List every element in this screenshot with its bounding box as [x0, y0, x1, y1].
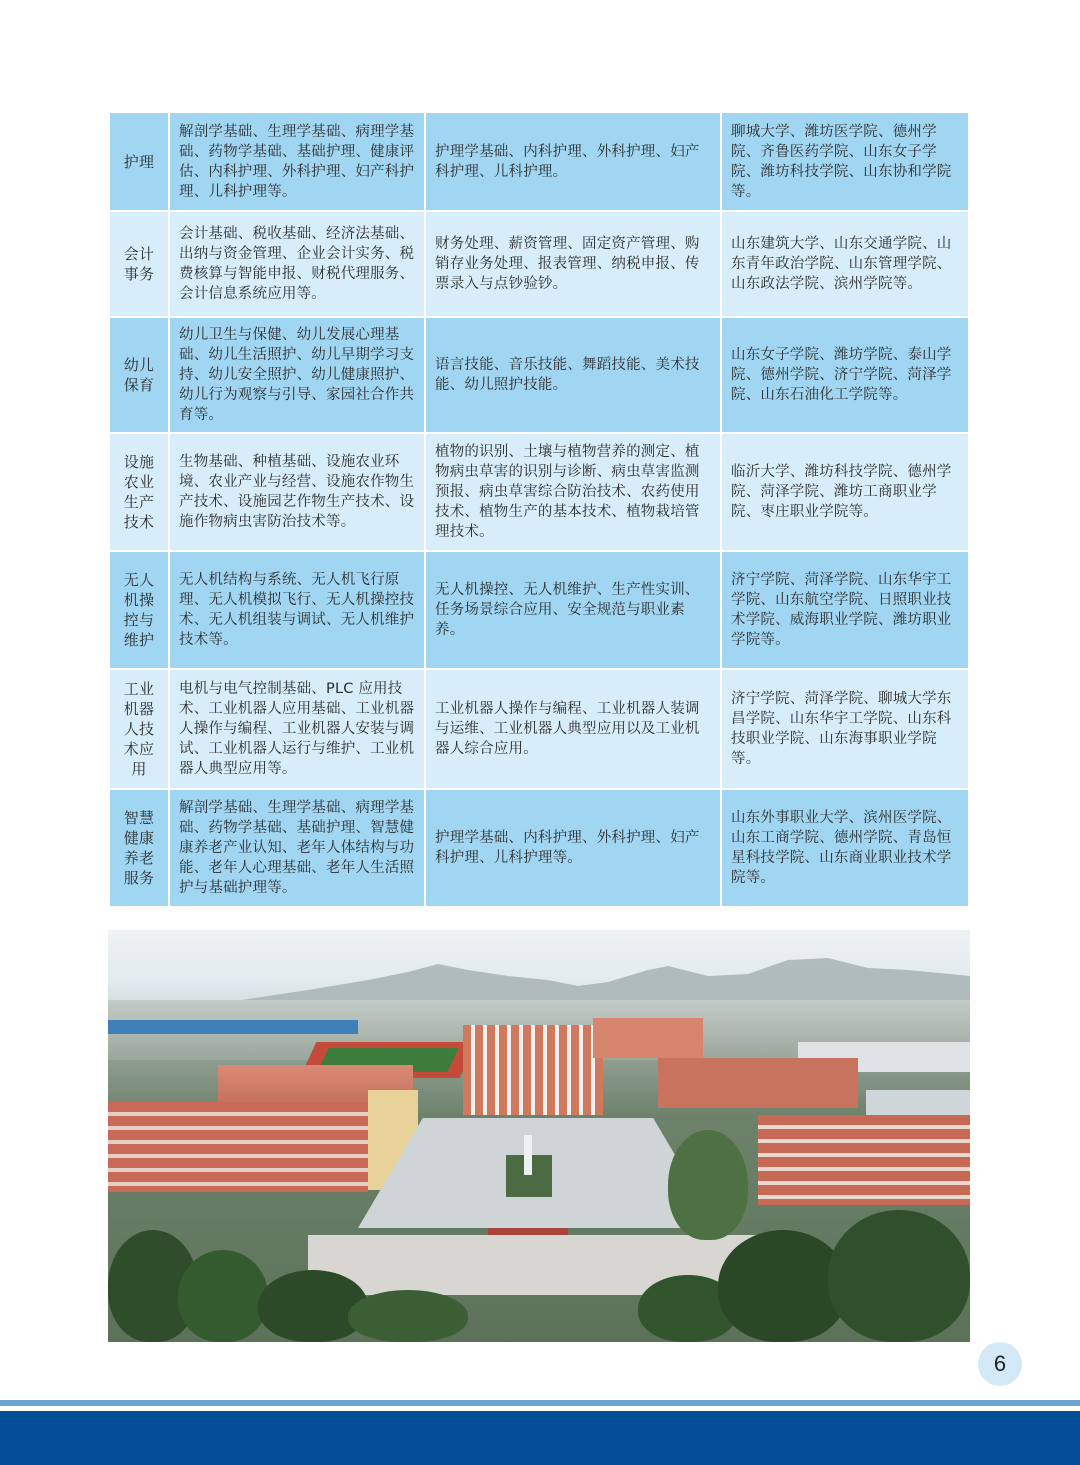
- skills-cell: 财务处理、薪资管理、固定资产管理、购销存业务处理、报表管理、纳税申报、传票录入与点钞验钞。: [425, 211, 721, 317]
- universities-cell: 山东外事职业大学、滨州医学院、山东工商学院、德州学院、青岛恒星科技学院、山东商业职业技术学院等。: [721, 789, 969, 907]
- major-name: 智慧健康养老服务: [123, 809, 155, 887]
- core-courses-cell: 电机与电气控制基础、PLC 应用技术、工业机器人应用基础、工业机器人操作与编程、工业机器人安装与调试、工业机器人运行与维护、工业机器人典型应用等。: [169, 669, 425, 789]
- major-name-cell: [109, 789, 169, 907]
- table-row: [109, 789, 969, 907]
- table-row: [109, 433, 969, 551]
- table-row: [109, 112, 969, 211]
- core-courses-cell: 无人机结构与系统、无人机飞行原理、无人机模拟飞行、无人机操控技术、无人机组装与调试、无人机维护技术等。: [169, 551, 425, 669]
- tree: [348, 1290, 468, 1342]
- skills-cell: 语言技能、音乐技能、舞蹈技能、美术技能、幼儿照护技能。: [425, 317, 721, 433]
- skills-cell: 工业机器人操作与编程、工业机器人装调与运维、工业机器人典型应用以及工业机器人综合应用。: [425, 669, 721, 789]
- major-name-cell: [109, 551, 169, 669]
- skills-cell: 无人机操控、无人机维护、生产性实训、任务场景综合应用、安全规范与职业素养。: [425, 551, 721, 669]
- universities-cell: 聊城大学、潍坊医学院、德州学院、齐鲁医药学院、山东女子学院、潍坊科技学院、山东协和学院等。: [721, 112, 969, 211]
- core-courses-cell: 解剖学基础、生理学基础、病理学基础、药物学基础、基础护理、健康评估、内科护理、外科护理、妇产科护理、儿科护理等。: [169, 112, 425, 211]
- core-courses-cell: 会计基础、税收基础、经济法基础、出纳与资金管理、企业会计实务、税费核算与智能申报、财税代理服务、会计信息系统应用等。: [169, 211, 425, 317]
- major-name-cell: [109, 433, 169, 551]
- campus-building: [658, 1058, 858, 1108]
- core-courses-cell: 生物基础、种植基础、设施农业环境、农业产业与经营、设施农作物生产技术、设施园艺作物生产技术、设施作物病虫害防治技术等。: [169, 433, 425, 551]
- table-row: [109, 317, 969, 433]
- tree: [668, 1130, 748, 1240]
- universities-cell: 济宁学院、菏泽学院、山东华宇工学院、山东航空学院、日照职业技术学院、威海职业学院、潍坊职业学院等。: [721, 551, 969, 669]
- skills-cell: 护理学基础、内科护理、外科护理、妇产科护理、儿科护理等。: [425, 789, 721, 907]
- table-row: [109, 669, 969, 789]
- core-courses-cell: 解剖学基础、生理学基础、病理学基础、药物学基础、基础护理、智慧健康养老产业认知、老年人体结构与功能、老年人心理基础、老年人生活照护与基础护理等。: [169, 789, 425, 907]
- major-name: 工业机器人技术应用: [123, 680, 155, 778]
- major-name-cell: [109, 211, 169, 317]
- teaching-building: [758, 1115, 970, 1205]
- universities-cell: 临沂大学、潍坊科技学院、德州学院、菏泽学院、潍坊工商职业学院、枣庄职业学院等。: [721, 433, 969, 551]
- major-name-cell: [109, 669, 169, 789]
- skills-cell: 护理学基础、内科护理、外科护理、妇产科护理、儿科护理。: [425, 112, 721, 211]
- major-name: 护理: [123, 152, 155, 171]
- universities-cell: 山东女子学院、潍坊学院、泰山学院、德州学院、济宁学院、菏泽学院、山东石油化工学院等。: [721, 317, 969, 433]
- main-building: [463, 1025, 603, 1115]
- teaching-building: [108, 1102, 368, 1192]
- universities-cell: 山东建筑大学、山东交通学院、山东青年政治学院、山东管理学院、山东政法学院、滨州学院等。: [721, 211, 969, 317]
- major-name: 幼儿保育: [123, 356, 155, 394]
- major-name: 无人机操控与维护: [123, 571, 155, 649]
- table-row: [109, 211, 969, 317]
- campus-aerial-photo: [108, 930, 970, 1342]
- campus-building: [593, 1018, 703, 1058]
- major-name-cell: [109, 112, 169, 211]
- universities-cell: 济宁学院、菏泽学院、聊城大学东昌学院、山东华宇工学院、山东科技职业学院、山东海事职业学院等。: [721, 669, 969, 789]
- blue-roof-building: [108, 1020, 358, 1034]
- footer-bar: [0, 1411, 1080, 1465]
- major-name: 会计事务: [123, 245, 155, 283]
- tree: [178, 1250, 268, 1342]
- core-courses-cell: 幼儿卫生与保健、幼儿发展心理基础、幼儿生活照护、幼儿早期学习支持、幼儿安全照护、幼儿健康照护、幼儿行为观察与引导、家园社合作共育等。: [169, 317, 425, 433]
- major-name: 设施农业生产技术: [123, 453, 155, 531]
- page-number-badge: 6: [978, 1342, 1022, 1386]
- table-row: [109, 551, 969, 669]
- tree: [828, 1210, 970, 1342]
- major-name-cell: [109, 317, 169, 433]
- majors-table: [108, 111, 970, 908]
- plaza-sculpture: [524, 1135, 532, 1175]
- skills-cell: 植物的识别、土壤与植物营养的测定、植物病虫草害的识别与诊断、病虫草害监测预报、病虫草害综合防治技术、农药使用技术、植物生产的基本技术、植物栽培管理技术。: [425, 433, 721, 551]
- footer-divider: [0, 1406, 1080, 1410]
